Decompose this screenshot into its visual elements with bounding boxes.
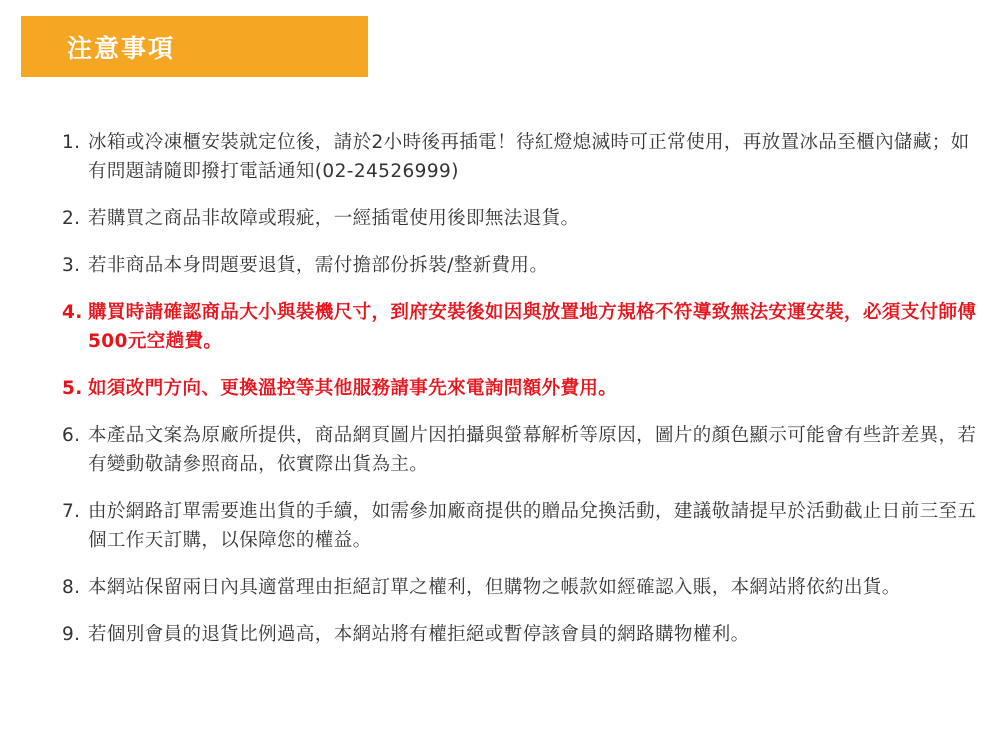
notice-item-8 — [62, 573, 987, 602]
notice-text: 若購買之商品非故障或瑕疵，一經插電使用後即無法退貨。 — [88, 208, 580, 229]
notice-number: 8. — [62, 577, 81, 598]
notice-item-3 — [62, 251, 987, 280]
notice-text: 若個別會員的退貨比例過高，本網站將有權拒絕或暫停該會員的網路購物權利。 — [88, 624, 750, 645]
notice-item-9 — [62, 620, 987, 649]
notice-text: 本網站保留兩日內具適當理由拒絕訂單之權利，但購物之帳款如經確認入賬，本網站將依約出貨。 — [88, 577, 901, 598]
notice-list — [62, 128, 987, 649]
notice-number: 5. — [62, 378, 83, 399]
notice-number: 1. — [62, 132, 81, 153]
notice-number: 3. — [62, 255, 81, 276]
notice-item-5 — [62, 374, 987, 403]
notice-number: 9. — [62, 624, 81, 645]
notice-item-4 — [62, 298, 987, 356]
header-banner — [21, 16, 368, 77]
page-title: 注意事項 — [67, 33, 176, 63]
notice-text: 若非商品本身問題要退貨，需付擔部份拆裝/整新費用。 — [88, 255, 549, 276]
notice-text: 本產品文案為原廠所提供，商品網頁圖片因拍攝與螢幕解析等原因，圖片的顏色顯示可能會有些許差異，若有變動敬請參照商品，依實際出貨為主。 — [88, 425, 977, 475]
notice-number: 7. — [62, 501, 81, 522]
notice-number: 6. — [62, 425, 81, 446]
notice-number: 2. — [62, 208, 81, 229]
notice-item-1 — [62, 128, 987, 186]
notice-item-2 — [62, 204, 987, 233]
notice-text: 如須改門方向、更換溫控等其他服務請事先來電詢問額外費用。 — [88, 378, 618, 399]
notice-number: 4. — [62, 302, 83, 323]
notice-text: 購買時請確認商品大小與裝機尺寸，到府安裝後如因與放置地方規格不符導致無法安運安裝，必須支付師傅500元空趟費。 — [88, 302, 977, 352]
notice-item-7 — [62, 497, 987, 555]
notice-item-6 — [62, 421, 987, 479]
notice-text: 冰箱或冷凍櫃安裝就定位後，請於2小時後再插電！待紅燈熄滅時可正常使用，再放置冰品至櫃內儲藏；如有問題請隨即撥打電話通知(02-24526999) — [88, 132, 970, 182]
notice-text: 由於網路訂單需要進出貨的手續，如需參加廠商提供的贈品兌換活動，建議敬請提早於活動截止日前三至五個工作天訂購，以保障您的權益。 — [88, 501, 977, 551]
